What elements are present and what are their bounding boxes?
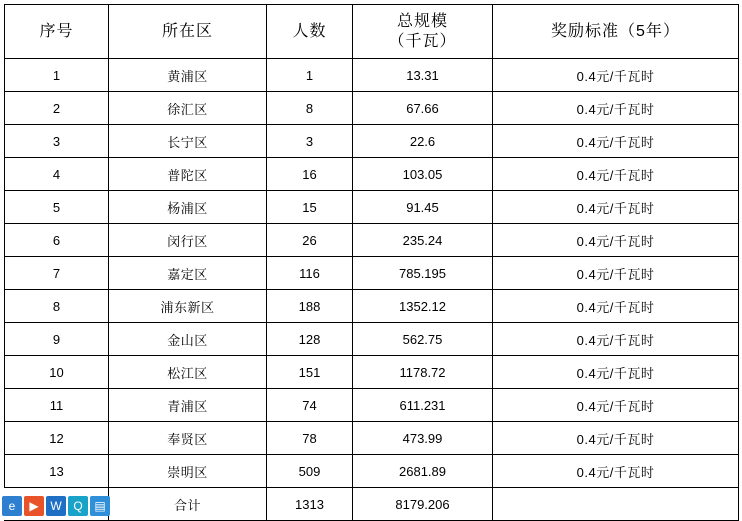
column-header-award-line1: 奖励标准（5年） <box>551 22 680 40</box>
cell-index: 13 <box>5 455 109 488</box>
folder-icon[interactable] <box>90 496 110 516</box>
cell-district: 长宁区 <box>109 125 267 158</box>
cell-district: 黄浦区 <box>109 59 267 92</box>
cell-award: 0.4元/千瓦时 <box>493 59 739 92</box>
cell-scale: 103.05 <box>353 158 493 191</box>
column-header-district <box>109 5 267 59</box>
cell-award: 0.4元/千瓦时 <box>493 191 739 224</box>
cell-award: 0.4元/千瓦时 <box>493 125 739 158</box>
cell-scale: 1352.12 <box>353 290 493 323</box>
cell-scale: 67.66 <box>353 92 493 125</box>
cell-award: 0.4元/千瓦时 <box>493 389 739 422</box>
subsidy-table <box>4 4 739 521</box>
cell-district: 崇明区 <box>109 455 267 488</box>
cell-index: 10 <box>5 356 109 389</box>
cell-people: 509 <box>267 455 353 488</box>
cell-total-scale: 8179.206 <box>353 488 493 521</box>
folder-icon-glyph: ▤ <box>94 499 106 513</box>
cell-district: 嘉定区 <box>109 257 267 290</box>
document-icon[interactable] <box>46 496 66 516</box>
cell-district: 松江区 <box>109 356 267 389</box>
cell-people: 188 <box>267 290 353 323</box>
cell-district: 杨浦区 <box>109 191 267 224</box>
cell-people: 151 <box>267 356 353 389</box>
cell-people: 78 <box>267 422 353 455</box>
cell-award: 0.4元/千瓦时 <box>493 92 739 125</box>
column-header-award <box>493 5 739 59</box>
cell-scale: 13.31 <box>353 59 493 92</box>
cell-people: 26 <box>267 224 353 257</box>
table-header-row <box>5 5 739 59</box>
cell-scale: 22.6 <box>353 125 493 158</box>
cell-award: 0.4元/千瓦时 <box>493 455 739 488</box>
column-header-index <box>5 5 109 59</box>
cell-people: 3 <box>267 125 353 158</box>
chat-icon-glyph: Q <box>73 499 83 513</box>
table-row <box>5 356 739 389</box>
table-row <box>5 158 739 191</box>
cell-index: 3 <box>5 125 109 158</box>
cell-scale: 2681.89 <box>353 455 493 488</box>
cell-total-people: 1313 <box>267 488 353 521</box>
table-row <box>5 422 739 455</box>
cell-people: 128 <box>267 323 353 356</box>
cell-district: 徐汇区 <box>109 92 267 125</box>
cell-district: 青浦区 <box>109 389 267 422</box>
cell-scale: 235.24 <box>353 224 493 257</box>
table-row <box>5 290 739 323</box>
browser-icon[interactable] <box>2 496 22 516</box>
table-row <box>5 323 739 356</box>
column-header-people-line1: 人数 <box>292 22 327 40</box>
cell-award: 0.4元/千瓦时 <box>493 257 739 290</box>
cell-index: 2 <box>5 92 109 125</box>
cell-people: 8 <box>267 92 353 125</box>
cell-award: 0.4元/千瓦时 <box>493 290 739 323</box>
cell-scale: 91.45 <box>353 191 493 224</box>
column-header-index-line1: 序号 <box>39 22 74 40</box>
media-icon-glyph: ▶ <box>29 499 39 513</box>
cell-people: 15 <box>267 191 353 224</box>
cell-people: 116 <box>267 257 353 290</box>
table-row <box>5 59 739 92</box>
browser-icon-glyph: e <box>8 499 16 513</box>
cell-district: 浦东新区 <box>109 290 267 323</box>
cell-index: 6 <box>5 224 109 257</box>
document-icon-glyph: W <box>50 499 62 513</box>
cell-index: 9 <box>5 323 109 356</box>
cell-district: 普陀区 <box>109 158 267 191</box>
cell-award: 0.4元/千瓦时 <box>493 356 739 389</box>
cell-index: 8 <box>5 290 109 323</box>
cell-total-label: 合计 <box>109 488 267 521</box>
cell-people: 74 <box>267 389 353 422</box>
table-row <box>5 191 739 224</box>
column-header-scale-line1: 总规模 <box>396 12 448 30</box>
cell-district: 奉贤区 <box>109 422 267 455</box>
table-row <box>5 257 739 290</box>
table-row <box>5 455 739 488</box>
cell-scale: 473.99 <box>353 422 493 455</box>
taskbar <box>0 494 110 516</box>
cell-scale: 562.75 <box>353 323 493 356</box>
cell-district: 闵行区 <box>109 224 267 257</box>
cell-index: 4 <box>5 158 109 191</box>
chat-icon[interactable] <box>68 496 88 516</box>
cell-award: 0.4元/千瓦时 <box>493 323 739 356</box>
media-icon[interactable] <box>24 496 44 516</box>
cell-award: 0.4元/千瓦时 <box>493 224 739 257</box>
table-body <box>5 59 739 521</box>
cell-people: 16 <box>267 158 353 191</box>
cell-index: 12 <box>5 422 109 455</box>
cell-scale: 785.195 <box>353 257 493 290</box>
cell-index: 1 <box>5 59 109 92</box>
cell-scale: 1178.72 <box>353 356 493 389</box>
column-header-scale-line2: （千瓦） <box>388 32 457 50</box>
table-header <box>5 5 739 59</box>
table-row <box>5 389 739 422</box>
cell-people: 1 <box>267 59 353 92</box>
table-row <box>5 224 739 257</box>
cell-index: 11 <box>5 389 109 422</box>
table-row <box>5 92 739 125</box>
column-header-district-line1: 所在区 <box>161 22 213 40</box>
cell-scale: 611.231 <box>353 389 493 422</box>
column-header-scale <box>353 5 493 59</box>
cell-index: 7 <box>5 257 109 290</box>
cell-award: 0.4元/千瓦时 <box>493 158 739 191</box>
cell-district: 金山区 <box>109 323 267 356</box>
cell-index: 5 <box>5 191 109 224</box>
column-header-people <box>267 5 353 59</box>
spreadsheet-area <box>4 4 738 521</box>
table-row <box>5 125 739 158</box>
cell-award: 0.4元/千瓦时 <box>493 422 739 455</box>
